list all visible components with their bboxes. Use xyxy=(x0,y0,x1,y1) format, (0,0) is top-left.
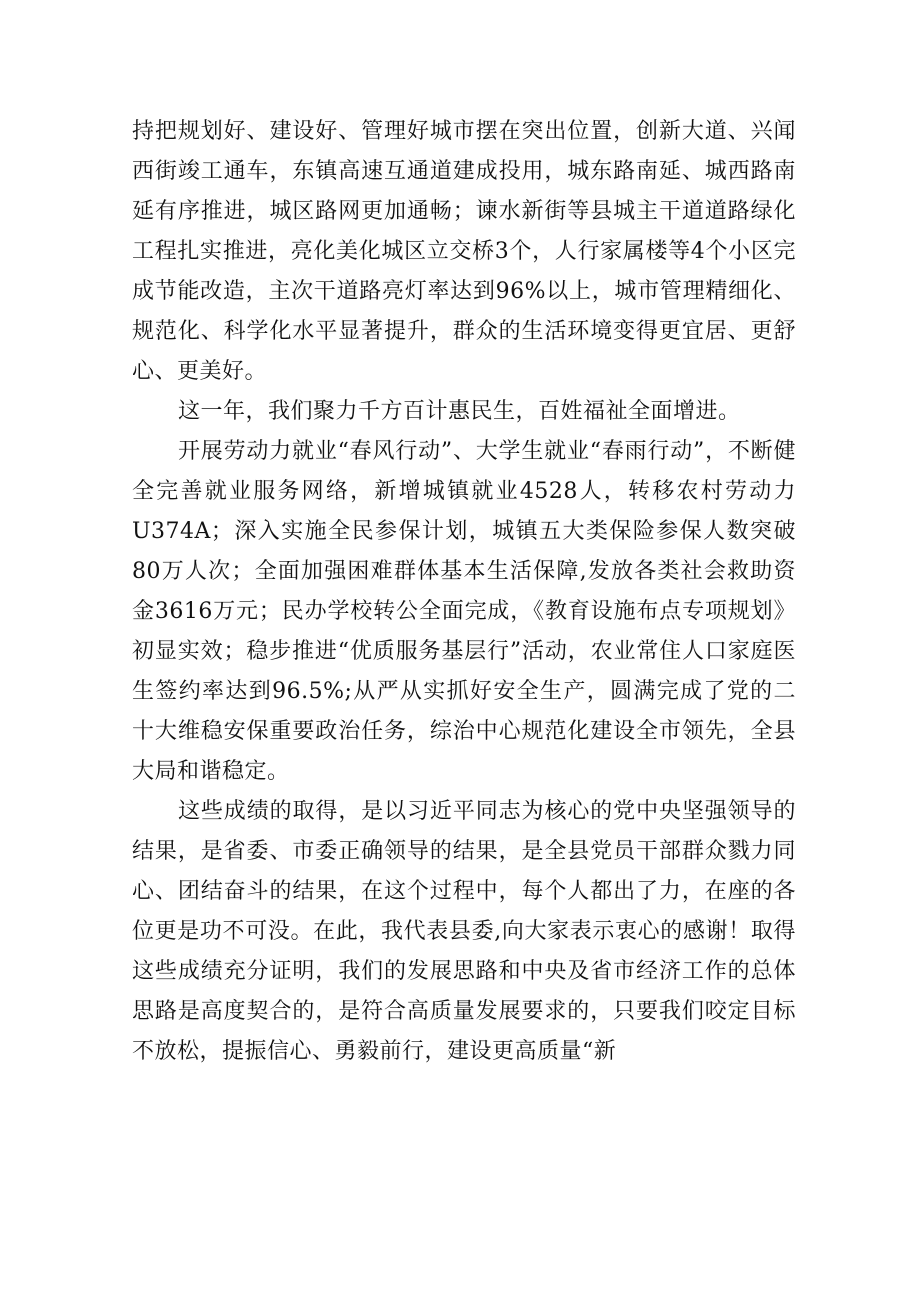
paragraph-livelihood-summary: 这一年，我们聚力千方百计惠民生，百姓福祉全面增进。 xyxy=(178,399,741,424)
paragraph-continuation: 持把规划好、建设好、管理好城市摆在突出位置，创新大道、兴闻西街竣工通车，东镇高速互通道建成投用，城东路南延、城西路南延有序推进，城区路网更加通畅；谏水新街等县城主干道道路绿化工程扎实推进，亮化美化城区立交桥3个，人行家属楼等4个小区完成节能改造，主次干道路亮灯率达到96%以上，城市管理精细化、规范化、科学化水平显著提升，群众的生活环境变得更宜居、更舒心、更美好。 xyxy=(132,119,796,384)
paragraph-employment-welfare: 开展劳动力就业“春风行动”、大学生就业“春雨行动”，不断健全完善就业服务网络，新增城镇就业4528人，转移农村劳动力U374A；深入实施全民参保计划，城镇五大类保险参保人数突破80万人次；全面加强困难群体基本生活保障,发放各类社会救助资金3616万元；民办学校转公全面完成，《教育设施布点专项规划》初显实效；稳步推进“优质服务基层行”活动，农业常住人口家庭医生签约率达到96.5%;从严从实抓好安全生产，圆满完成了党的二十大维稳安保重要政治任务，综治中心规范化建设全市领先，全县大局和谐稳定。 xyxy=(132,439,796,784)
paragraph-achievements-thanks: 这些成绩的取得，是以习近平同志为核心的党中央坚强领导的结果，是省委、市委正确领导的结果，是全县党员干部群众戮力同心、团结奋斗的结果，在这个过程中，每个人都出了力，在座的各位更是功不可没。在此，我代表县委,向大家表示衷心的感谢！取得这些成绩充分证明，我们的发展思路和中央及省市经济工作的总体思路是高度契合的，是符合高质量发展要求的，只要我们咬定目标不放松，提振信心、勇毅前行，建设更高质量“新 xyxy=(132,799,796,1064)
document-body xyxy=(132,112,796,1072)
